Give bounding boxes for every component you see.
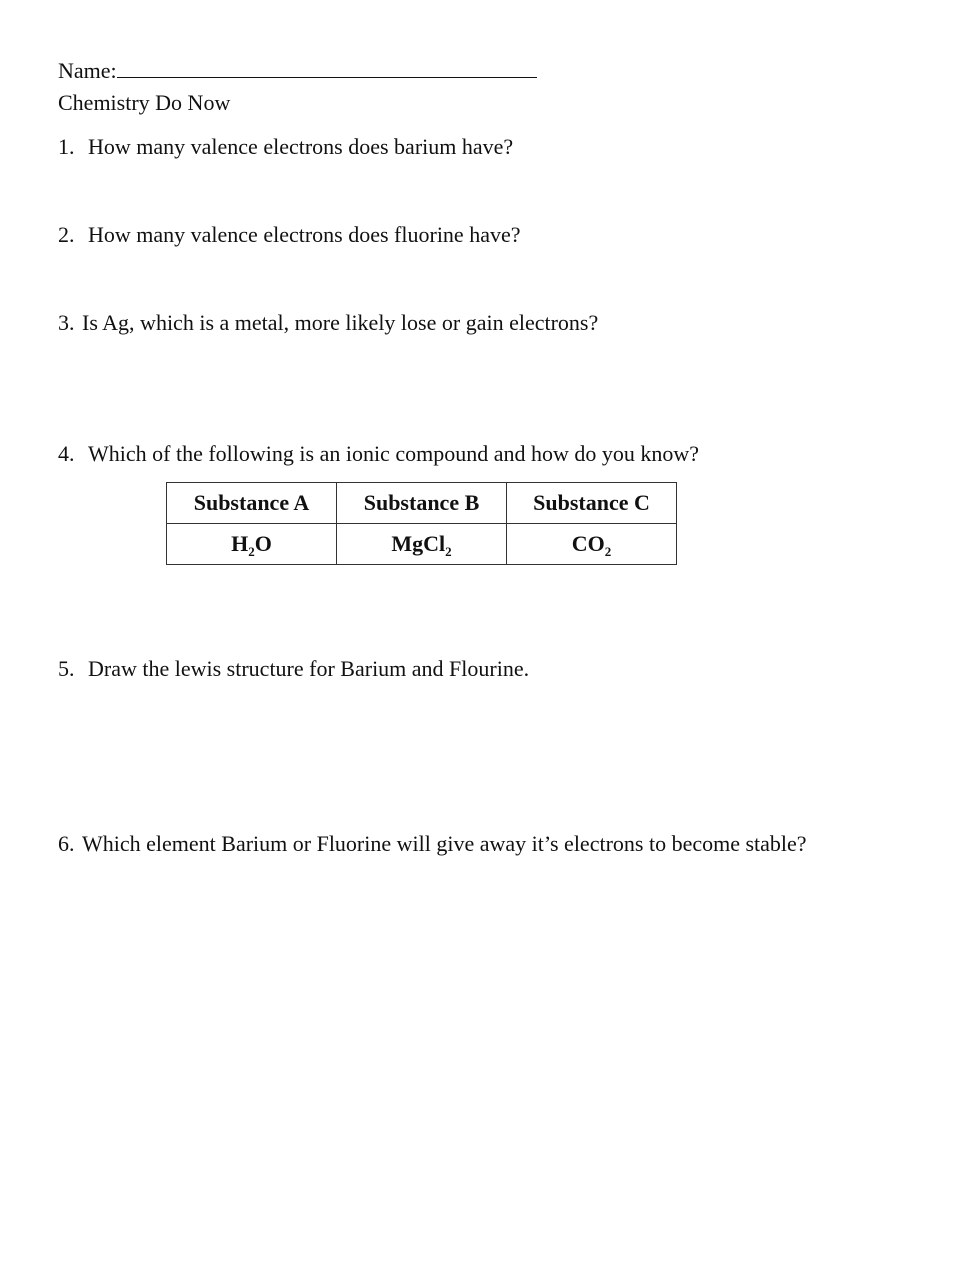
question-1 [58, 134, 513, 160]
question-5-text: Draw the lewis structure for Barium and Flourine. [88, 656, 530, 681]
question-5-number: 5. [58, 656, 75, 681]
worksheet-title: Chemistry Do Now [58, 90, 231, 115]
question-3 [58, 310, 598, 336]
table-header-substance-a: Substance A [167, 483, 337, 524]
name-line [58, 58, 537, 84]
table-header-substance-c: Substance C [507, 483, 677, 524]
formula-substance-a [167, 524, 337, 565]
question-3-text: Is Ag, which is a metal, more likely lose or gain electrons? [82, 310, 599, 335]
question-6 [58, 831, 807, 857]
name-blank[interactable] [117, 59, 537, 78]
question-4-text: Which of the following is an ionic compound and how do you know? [88, 441, 700, 466]
question-6-text: Which element Barium or Fluorine will give away it’s electrons to become stable? [82, 831, 807, 856]
formula-c-base: CO [571, 531, 605, 556]
question-4-number: 4. [58, 441, 75, 466]
table-row [167, 524, 677, 565]
table-header-row [167, 483, 677, 524]
question-1-text: How many valence electrons does barium have? [88, 134, 514, 159]
formula-substance-b [337, 524, 507, 565]
question-6-number: 6. [58, 831, 75, 856]
question-2-number: 2. [58, 222, 75, 247]
question-2 [58, 222, 521, 248]
question-3-number: 3. [58, 310, 75, 335]
question-5 [58, 656, 529, 682]
question-1-number: 1. [58, 134, 75, 159]
name-label: Name: [58, 58, 117, 83]
substances-table [166, 482, 677, 565]
formula-a-subscript: 2 [248, 544, 255, 559]
question-2-text: How many valence electrons does fluorine have? [88, 222, 521, 247]
formula-substance-c [507, 524, 677, 565]
question-4 [58, 441, 699, 467]
formula-b-base: MgCl [391, 531, 446, 556]
formula-a-tail: O [254, 531, 272, 556]
table-header-substance-b: Substance B [337, 483, 507, 524]
formula-b-subscript: 2 [445, 544, 452, 559]
formula-a-base: H [231, 531, 249, 556]
formula-c-subscript: 2 [604, 544, 612, 559]
